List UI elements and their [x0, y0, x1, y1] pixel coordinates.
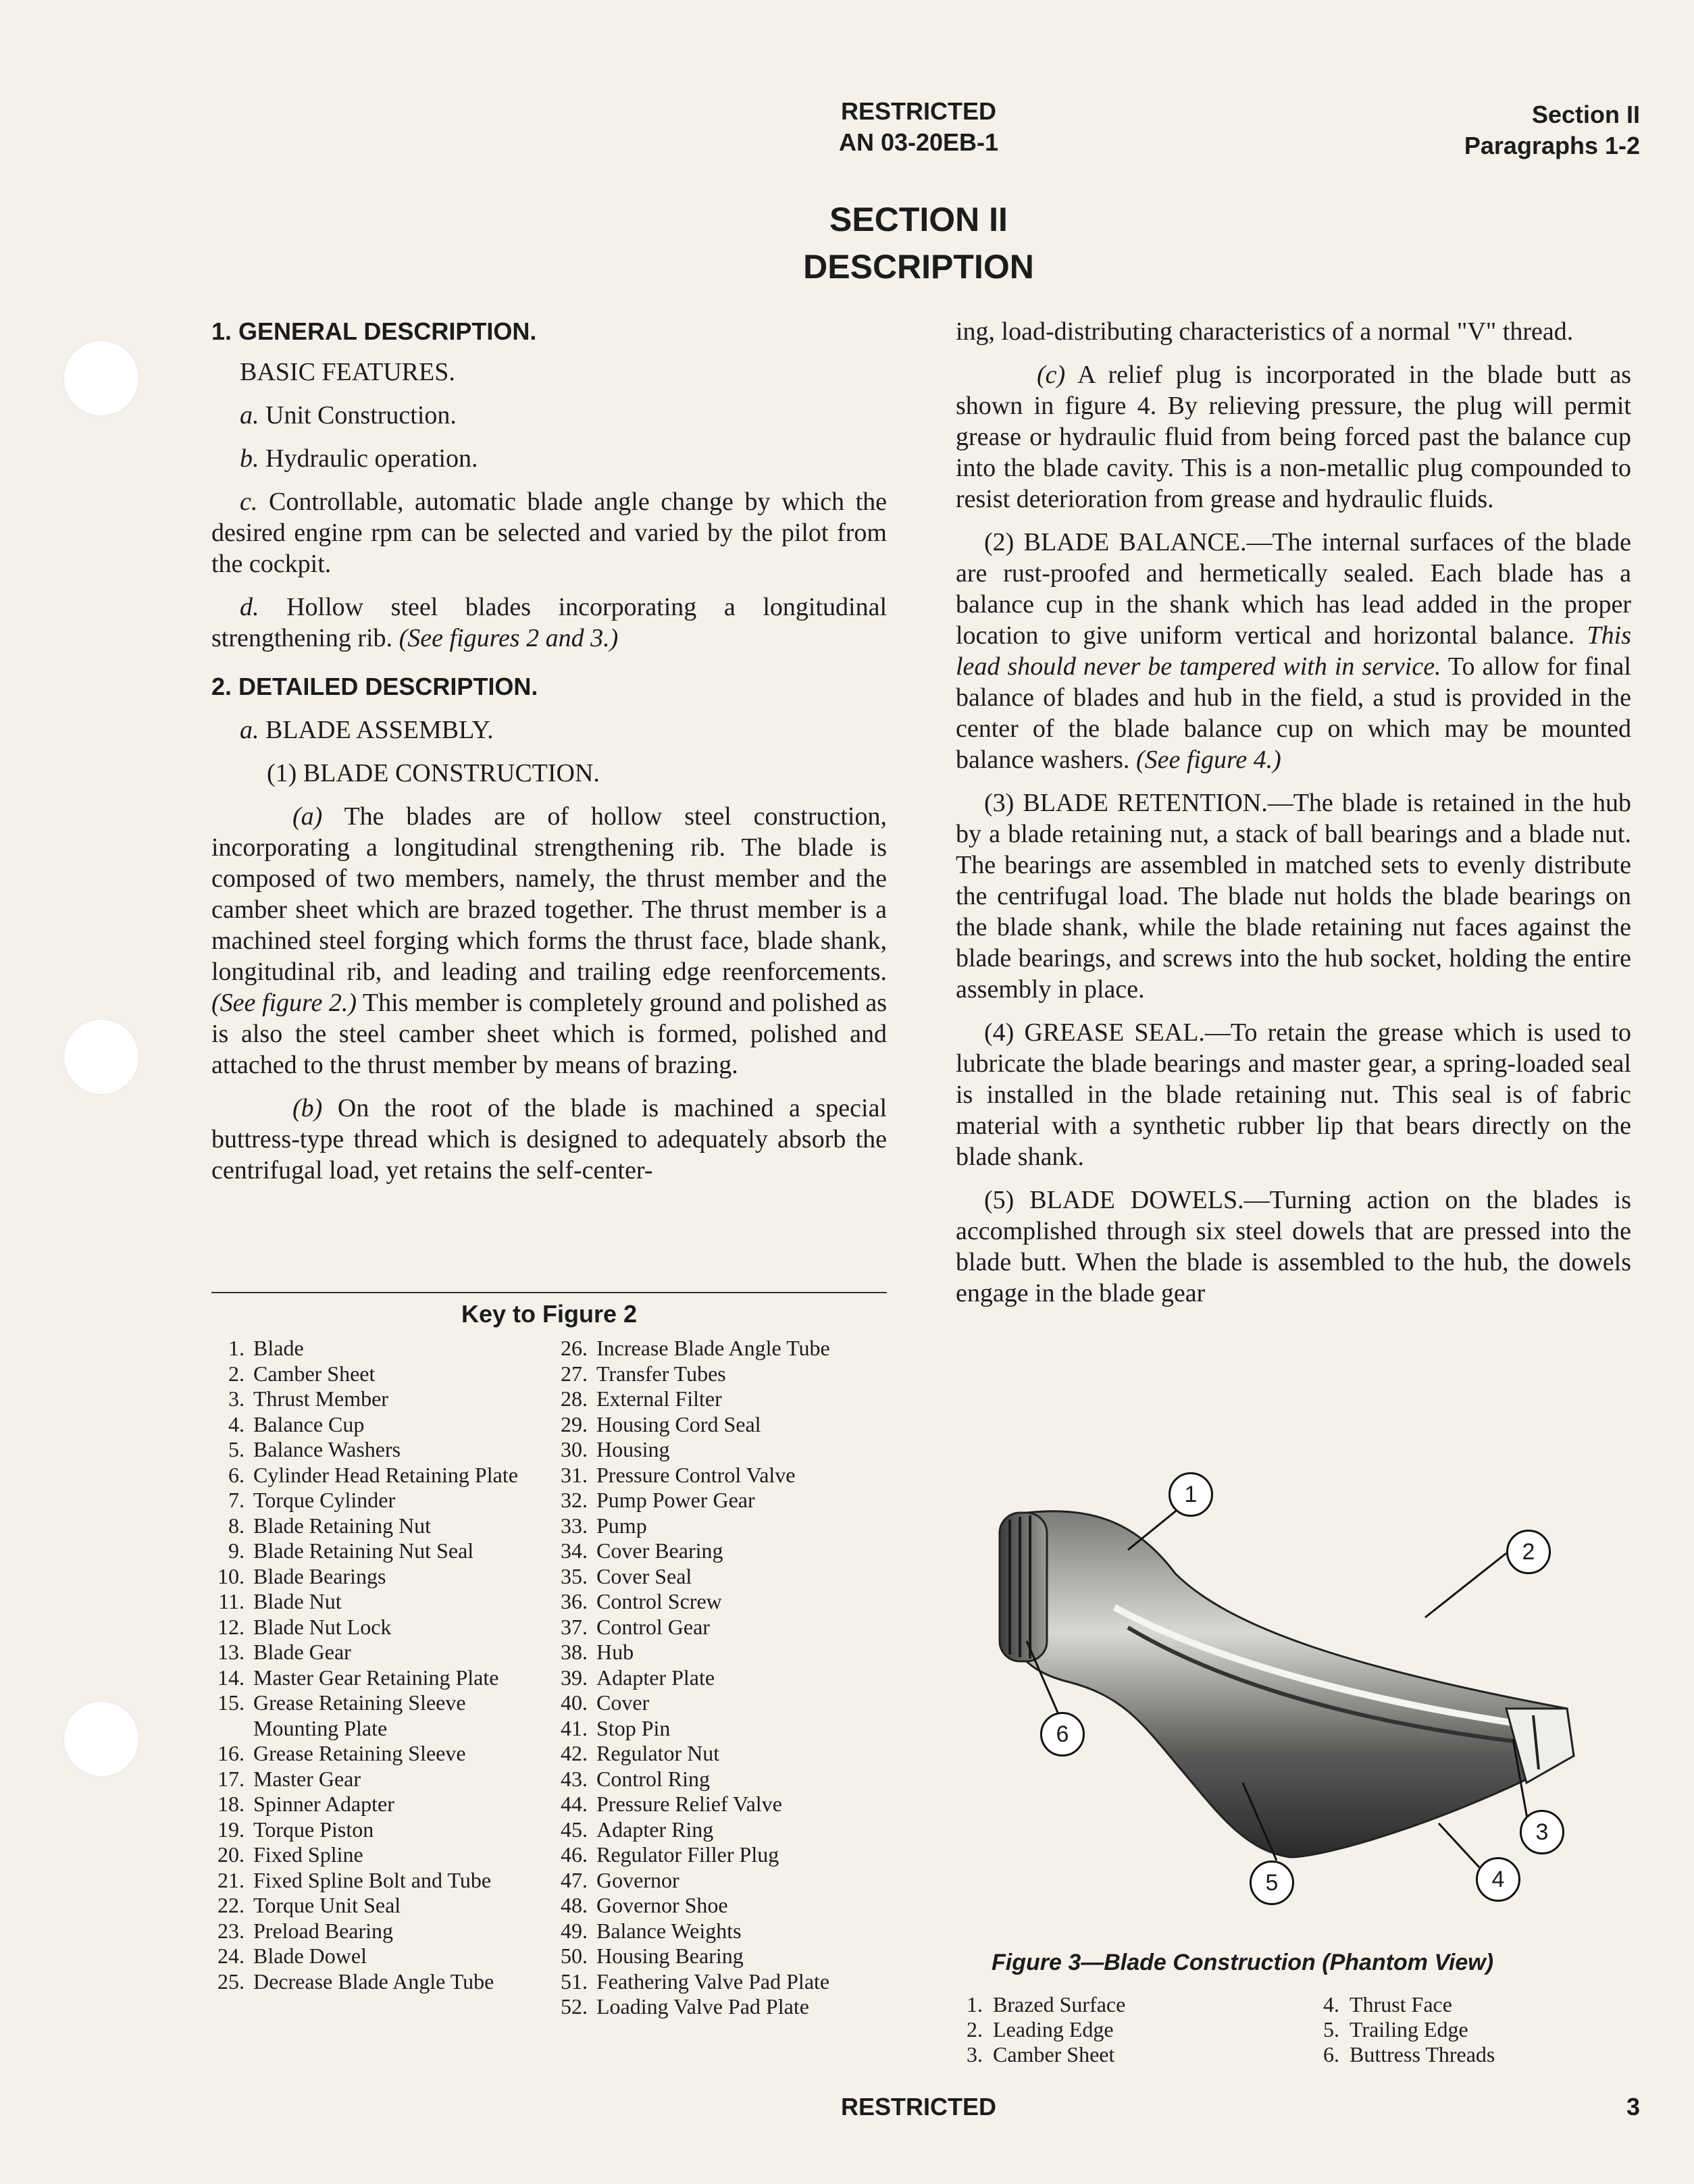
- key-list-left: [203, 1336, 554, 1994]
- key-item: [546, 1690, 897, 1716]
- heading-detailed-description: 2. DETAILED DESCRIPTION.: [211, 673, 538, 700]
- key-item: [546, 1564, 897, 1590]
- restricted-marking: RESTRICTED: [840, 97, 996, 125]
- item-text: Camber Sheet: [993, 2042, 1115, 2066]
- item-number: 4.: [228, 1411, 245, 1436]
- item-text: Governor: [596, 1867, 679, 1892]
- feature-c: [211, 486, 887, 579]
- item-number: 35.: [561, 1563, 588, 1588]
- feature-b: [211, 443, 887, 474]
- item-number: 27.: [561, 1361, 588, 1386]
- legend-item: [1312, 1992, 1630, 2017]
- left-column: [211, 316, 887, 1198]
- item-text: Fixed Spline Bolt and Tube: [253, 1867, 492, 1892]
- key-item: [546, 1969, 897, 1995]
- callout-3: 3: [1520, 1810, 1564, 1854]
- item-text: Cover Bearing: [596, 1538, 723, 1563]
- key-item: [203, 1463, 554, 1488]
- item-text: Blade Bearings: [253, 1563, 386, 1588]
- item-number: 1.: [228, 1336, 245, 1360]
- legend-item: [956, 2042, 1273, 2067]
- document-number: AN 03-20EB-1: [838, 128, 999, 156]
- item-number: 37.: [561, 1614, 588, 1639]
- item-number: 2.: [967, 2017, 983, 2042]
- key-item: [546, 1944, 897, 1969]
- key-item: [203, 1868, 554, 1894]
- title-description: DESCRIPTION: [803, 248, 1034, 286]
- item-number: 36.: [561, 1589, 588, 1613]
- item-number: 33.: [561, 1513, 588, 1538]
- key-item: [546, 1665, 897, 1691]
- item-text: Regulator Nut: [596, 1741, 720, 1765]
- key-item: [203, 1817, 554, 1843]
- key-item: [546, 1893, 897, 1919]
- item-number: 22.: [217, 1893, 245, 1917]
- key-item: [203, 1969, 554, 1995]
- key-item: [546, 1488, 897, 1513]
- item-text: Control Screw: [596, 1589, 722, 1613]
- item-number: 49.: [561, 1918, 588, 1943]
- item-number: 32.: [561, 1488, 588, 1512]
- item-label: (b): [292, 1094, 323, 1122]
- item-text: Trailing Edge: [1350, 2017, 1468, 2042]
- callout-5: 5: [1250, 1861, 1294, 1905]
- item-text: Pressure Relief Valve: [596, 1792, 782, 1816]
- item-text: Governor Shoe: [596, 1893, 728, 1917]
- item-text: Grease Retaining Sleeve: [253, 1741, 466, 1765]
- item-text: Buttress Threads: [1350, 2042, 1495, 2066]
- paragraph-text: This member is completely ground and polished as is also the steel camber sheet which is formed, polished and attached to the thrust member by means of brazing.: [211, 989, 887, 1079]
- item-text: Cover Seal: [596, 1563, 692, 1588]
- blade-assembly: [211, 714, 887, 746]
- key-item: [203, 1361, 554, 1387]
- item-text: Hollow steel blades incorporating a longitudinal strengthening rib.: [211, 593, 887, 652]
- key-item: [203, 1615, 554, 1640]
- item-text: Unit Construction.: [265, 401, 457, 430]
- paragraph-text: On the root of the blade is machined a special buttress-type thread which is designed to adequately absorb the centrifugal load, yet retains the self-center-: [211, 1094, 888, 1185]
- feature-d: [211, 592, 887, 654]
- paragraph-continuation: ing, load-distributing characteristics of a normal "V" thread.: [956, 317, 1574, 346]
- key-item: [203, 1792, 554, 1817]
- section-label: Section II: [1531, 101, 1640, 128]
- item-text: Housing Bearing: [596, 1944, 744, 1968]
- key-list-right: [546, 1336, 897, 2020]
- caution-text: This lead should never be tampered with in service.: [956, 621, 1632, 681]
- paragraph-heading: (2) BLADE BALANCE.: [984, 528, 1247, 556]
- key-item: [546, 1538, 897, 1564]
- key-item: [203, 1386, 554, 1412]
- paragraph-a: [211, 801, 887, 1081]
- callout-4: 4: [1476, 1857, 1520, 1902]
- item-text: Fixed Spline: [253, 1842, 363, 1867]
- item-number: 14.: [217, 1665, 245, 1690]
- page-number: 3: [1626, 2093, 1640, 2121]
- item-text: Cover: [596, 1690, 650, 1715]
- key-item: [203, 1944, 554, 1969]
- item-number: 34.: [561, 1538, 588, 1563]
- item-number: 21.: [217, 1867, 245, 1892]
- paragraph-text: —Turning action on the blades is accomplished through six steel dowels that are pressed into the blade butt. When the blade is assembled to the hub, the dowels engage in the blade gear: [956, 1186, 1631, 1307]
- item-number: 30.: [561, 1437, 588, 1461]
- item-number: 12.: [217, 1614, 245, 1639]
- item-number: 17.: [217, 1766, 245, 1791]
- item-text: Adapter Plate: [596, 1665, 715, 1690]
- item-number: 46.: [561, 1842, 588, 1867]
- key-item: [546, 1741, 897, 1767]
- key-item: [203, 1741, 554, 1767]
- item-text: Housing: [596, 1437, 670, 1461]
- item-number: 50.: [561, 1944, 588, 1968]
- key-item: [203, 1919, 554, 1944]
- figure-3-caption: Figure 3—Blade Construction (Phantom View): [992, 1950, 1494, 1975]
- item-label: a.: [240, 716, 259, 744]
- key-item: [546, 1463, 897, 1488]
- buttress-threads: [1000, 1513, 1047, 1661]
- item-number: 25.: [217, 1969, 245, 1994]
- key-item: [546, 1842, 897, 1868]
- item-text: Hub: [596, 1640, 634, 1664]
- key-item: [203, 1665, 554, 1691]
- key-item: [546, 1792, 897, 1817]
- item-number: 7.: [228, 1488, 245, 1512]
- page-title: [675, 196, 1162, 290]
- key-item: [546, 1615, 897, 1640]
- key-item: [203, 1437, 554, 1463]
- paragraph-heading: (4) GREASE SEAL.: [984, 1018, 1205, 1047]
- item-text: Leading Edge: [993, 2017, 1114, 2042]
- page-header-center: [777, 96, 1060, 158]
- item-label: a.: [240, 401, 259, 430]
- item-text: Control Ring: [596, 1766, 711, 1791]
- item-number: 29.: [561, 1411, 588, 1436]
- key-item: [546, 1640, 897, 1665]
- key-item: [203, 1564, 554, 1590]
- item-number: 1.: [967, 1992, 983, 2017]
- key-item: [203, 1589, 554, 1615]
- item-text: Regulator Filler Plug: [596, 1842, 779, 1867]
- item-text: Housing Cord Seal: [596, 1411, 761, 1436]
- paragraph-text: The blades are of hollow steel construction, incorporating a longitudinal strengthening rib. The blade is composed of two members, namely, the thrust member and the camber sheet which are brazed together. The thrust member is a machined steel forging which forms the thrust face, blade shank, longitudinal rib, and leading and trailing edge reenforcements.: [211, 802, 887, 986]
- item-number: 10.: [217, 1563, 245, 1588]
- key-item: [203, 1893, 554, 1919]
- key-item: [546, 1817, 897, 1843]
- item-text: Adapter Ring: [596, 1817, 714, 1842]
- item-text: BLADE ASSEMBLY.: [265, 716, 494, 744]
- item-number: 8.: [228, 1513, 245, 1538]
- key-item: [546, 1767, 897, 1792]
- item-number: 19.: [217, 1817, 245, 1842]
- item-number: 48.: [561, 1893, 588, 1917]
- item-number: 3.: [967, 2042, 983, 2066]
- item-number: 28.: [561, 1386, 588, 1411]
- figure-3-legend-left: [956, 1992, 1273, 2067]
- item-number: 38.: [561, 1640, 588, 1664]
- item-text: Controllable, automatic blade angle change by which the desired engine rpm can be selected and varied by the pilot from the cockpit.: [211, 488, 887, 578]
- punch-hole: [64, 1020, 138, 1094]
- blade-dowels: [956, 1185, 1631, 1309]
- key-item: [203, 1842, 554, 1868]
- paragraph-b: [211, 1093, 887, 1186]
- item-text: Hydraulic operation.: [265, 444, 478, 473]
- page-header-right: [1464, 99, 1640, 161]
- item-text: Feathering Valve Pad Plate: [596, 1969, 830, 1994]
- item-text: Stop Pin: [596, 1715, 671, 1740]
- item-text: Thrust Face: [1350, 1992, 1452, 2017]
- item-number: 5.: [1323, 2017, 1339, 2042]
- legend-item: [956, 2017, 1273, 2042]
- item-label: c.: [240, 488, 258, 516]
- key-divider: [211, 1292, 887, 1293]
- item-text: Torque Cylinder: [253, 1488, 396, 1512]
- item-number: 3.: [228, 1386, 245, 1411]
- item-number: 11.: [218, 1589, 245, 1613]
- key-item: [546, 1716, 897, 1742]
- paragraph-heading: (3) BLADE RETENTION.: [984, 789, 1268, 817]
- item-number: 52.: [561, 1994, 588, 2019]
- item-text: Control Gear: [596, 1614, 710, 1639]
- item-text: Camber Sheet: [253, 1361, 376, 1386]
- item-label: (a): [292, 802, 323, 831]
- key-item: [546, 1361, 897, 1387]
- key-item: [203, 1640, 554, 1665]
- paragraph-text: —To retain the grease which is used to lubricate the blade bearings and master gear, a spring-loaded seal is installed in the blade retaining nut. This seal is of fabric material with a synthetic rubber lip that bears directly on the blade shank.: [956, 1018, 1631, 1171]
- paragraph-text: —The internal surfaces of the blade are rust-proofed and hermetically sealed. Each blade has a balance cup in the shank which has lead added in the proper location to give uniform vertical and horizontal balance.: [956, 528, 1632, 650]
- punch-hole: [64, 1702, 138, 1776]
- item-text: Balance Cup: [253, 1411, 365, 1436]
- item-text: Cylinder Head Retaining Plate: [253, 1462, 518, 1487]
- key-item: [546, 1868, 897, 1894]
- grease-seal: [956, 1017, 1631, 1172]
- key-item: [546, 1919, 897, 1944]
- item-text: Loading Valve Pad Plate: [596, 1994, 809, 2019]
- item-number: 40.: [561, 1690, 588, 1715]
- item-text: Blade Nut: [253, 1589, 342, 1613]
- key-item: [203, 1690, 554, 1741]
- item-number: 4.: [1323, 1992, 1339, 2017]
- item-number: 44.: [561, 1792, 588, 1816]
- item-number: 23.: [217, 1918, 245, 1943]
- item-text: Torque Piston: [253, 1817, 374, 1842]
- item-number: 5.: [228, 1437, 245, 1461]
- key-item: [203, 1412, 554, 1438]
- item-number: 51.: [561, 1969, 588, 1994]
- item-text: Torque Unit Seal: [253, 1893, 401, 1917]
- item-number: 18.: [217, 1792, 245, 1816]
- paragraph-text: A relief plug is incorporated in the blade butt as shown in figure 4. By relieving pressure, the plug will permit grease or hydraulic fluid from being forced past the balance cup into the blade cavity. This is a non-metallic plug compounded to resist deterioration from grease and hydraulic fluids.: [956, 361, 1632, 513]
- key-item: [203, 1513, 554, 1539]
- figure-3-legend-right: [1312, 1992, 1630, 2067]
- item-number: 47.: [561, 1867, 588, 1892]
- feature-a: [211, 400, 887, 431]
- item-text: Blade Retaining Nut: [253, 1513, 432, 1538]
- key-item: [203, 1488, 554, 1513]
- paragraph-heading: (5) BLADE DOWELS.: [984, 1186, 1244, 1214]
- blade-construction-heading: (1) BLADE CONSTRUCTION.: [267, 759, 600, 787]
- figure-reference: (See figure 4.): [1135, 746, 1281, 774]
- item-text: Grease Retaining Sleeve Mounting Plate: [253, 1690, 466, 1740]
- key-item: [546, 1437, 897, 1463]
- item-text: Thrust Member: [253, 1386, 388, 1411]
- key-item: [203, 1336, 554, 1361]
- item-text: Blade: [253, 1336, 304, 1360]
- item-number: 45.: [561, 1817, 588, 1842]
- item-label: (c): [1037, 361, 1066, 389]
- footer-restricted: RESTRICTED: [840, 2093, 996, 2121]
- item-text: Blade Dowel: [253, 1944, 367, 1968]
- item-number: 2.: [228, 1361, 245, 1386]
- item-text: Pressure Control Valve: [596, 1462, 796, 1487]
- paragraph-text: —The blade is retained in the hub by a blade retaining nut, a stack of ball bearings and a blade nut. The bearings are assembled in matched sets to evenly distribute the centrifugal load. The blade nut holds the blade bearings on the blade shank, while the blade retaining nut faces against the blade bearings, and screws into the hub socket, holding the entire assembly in place.: [956, 789, 1631, 1004]
- key-item: [546, 1513, 897, 1539]
- item-text: Balance Washers: [253, 1437, 401, 1461]
- item-number: 24.: [217, 1944, 245, 1968]
- item-number: 15.: [217, 1690, 245, 1715]
- item-text: Decrease Blade Angle Tube: [253, 1969, 494, 1994]
- callout-2: 2: [1506, 1530, 1551, 1574]
- blade-body: [1013, 1511, 1574, 1857]
- callout-6: 6: [1040, 1712, 1085, 1757]
- item-text: Balance Weights: [596, 1918, 742, 1943]
- item-text: Blade Nut Lock: [253, 1614, 392, 1639]
- title-section: SECTION II: [829, 201, 1008, 238]
- item-number: 6.: [228, 1462, 245, 1487]
- item-text: Master Gear Retaining Plate: [253, 1665, 499, 1690]
- item-text: Pump Power Gear: [596, 1488, 755, 1512]
- key-item: [203, 1538, 554, 1564]
- legend-item: [956, 1992, 1273, 2017]
- item-text: Transfer Tubes: [596, 1361, 726, 1386]
- key-item: [546, 1386, 897, 1412]
- item-number: 42.: [561, 1741, 588, 1765]
- heading-general-description: 1. GENERAL DESCRIPTION.: [211, 317, 537, 345]
- paragraph-c: [956, 359, 1631, 515]
- item-text: Blade Retaining Nut Seal: [253, 1538, 474, 1563]
- item-text: Spinner Adapter: [253, 1792, 394, 1816]
- item-number: 26.: [561, 1336, 588, 1360]
- blade-retention: [956, 787, 1631, 1005]
- item-number: 31.: [561, 1462, 588, 1487]
- right-column: [956, 316, 1631, 1321]
- item-text: Pump: [596, 1513, 647, 1538]
- key-item: [546, 1589, 897, 1615]
- item-label: b.: [240, 444, 259, 473]
- item-number: 9.: [228, 1538, 245, 1563]
- item-label: d.: [240, 593, 259, 621]
- figure-3: [973, 1472, 1608, 1931]
- item-number: 16.: [217, 1741, 245, 1765]
- paragraph-text: To allow for final balance of blades and hub in the field, a stud is provided in the center of the blade balance cup on which may be mounted balance washers.: [956, 652, 1631, 774]
- item-text: External Filter: [596, 1386, 722, 1411]
- callout-1: 1: [1169, 1472, 1213, 1517]
- item-number: 13.: [217, 1640, 245, 1664]
- item-text: Blade Gear: [253, 1640, 351, 1664]
- item-number: 39.: [561, 1665, 588, 1690]
- figure-reference: (See figures 2 and 3.): [399, 624, 619, 652]
- blade-balance: [956, 527, 1631, 775]
- key-item: [546, 1994, 897, 2020]
- punch-hole: [64, 341, 138, 415]
- key-item: [546, 1336, 897, 1361]
- item-text: Master Gear: [253, 1766, 361, 1791]
- item-text: Preload Bearing: [253, 1918, 394, 1943]
- key-item: [546, 1412, 897, 1438]
- key-title: Key to Figure 2: [461, 1300, 638, 1328]
- item-text: Brazed Surface: [993, 1992, 1126, 2017]
- figure-reference: (See figure 2.): [211, 989, 357, 1017]
- item-number: 43.: [561, 1766, 588, 1791]
- item-number: 20.: [217, 1842, 245, 1867]
- legend-item: [1312, 2042, 1630, 2067]
- basic-features: BASIC FEATURES.: [240, 358, 455, 386]
- legend-item: [1312, 2017, 1630, 2042]
- item-text: Increase Blade Angle Tube: [596, 1336, 830, 1360]
- item-number: 41.: [561, 1715, 588, 1740]
- item-number: 6.: [1323, 2042, 1339, 2066]
- key-item: [203, 1767, 554, 1792]
- paragraphs-label: Paragraphs 1-2: [1464, 132, 1640, 159]
